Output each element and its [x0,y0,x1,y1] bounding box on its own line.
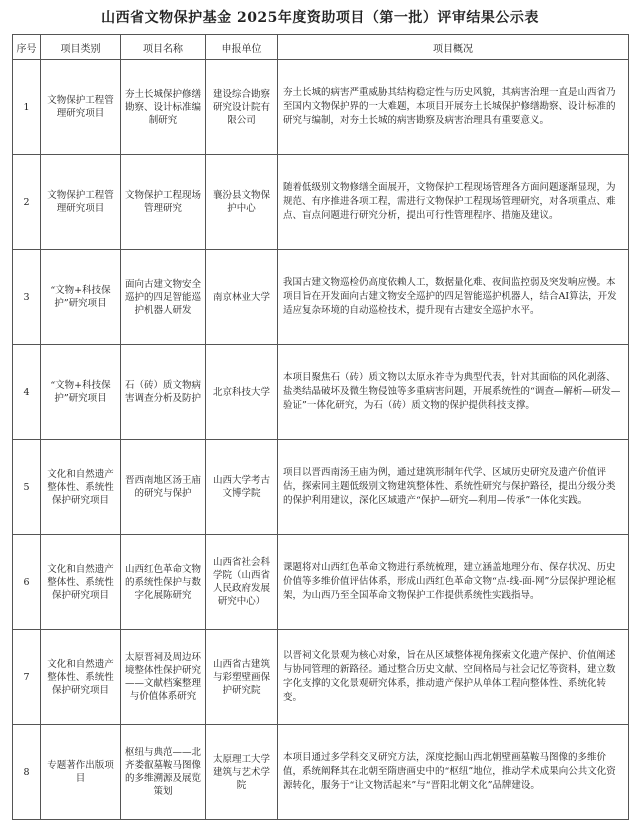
row-project-name: 石（砖）质文物病害调查分析及防护 [121,345,206,440]
row-unit: 山西省古建筑与彩塑壁画保护研究院 [206,630,278,725]
header-summary: 项目概况 [278,35,629,60]
row-unit: 山西大学考古文博学院 [206,440,278,535]
row-no: 7 [13,630,41,725]
row-unit: 南京林业大学 [206,250,278,345]
table-row [13,250,629,345]
header-name: 项目名称 [121,35,206,60]
row-category: “文物+科技保护”研究项目 [41,345,121,440]
row-no: 4 [13,345,41,440]
row-unit: 襄汾县文物保护中心 [206,155,278,250]
table-row [13,440,629,535]
row-no: 5 [13,440,41,535]
table-row [13,630,629,725]
row-summary: 以晋祠文化景观为核心对象，旨在从区域整体视角探索文化遗产保护、价值阐述与协同管理的新路径。通过整合历史文献、空间格局与社会记忆等资料，建立数字化支撑的文化景观研究体系，推动遗产保护从单体工程向整体性、系统化转变。 [278,630,629,725]
row-project-name: 山西红色革命文物的系统性保护与数字化展陈研究 [121,535,206,630]
row-category: 文化和自然遗产整体性、系统性保护研究项目 [41,440,121,535]
row-unit: 山西省社会科学院（山西省人民政府发展研究中心） [206,535,278,630]
row-summary: 项目以晋西南汤王庙为例，通过建筑形制年代学、区域历史研究及遗产价值评估，探索同主题低级别文物建筑整体性、系统性研究与保护路径，提出分级分类的保护利用建议，深化区域遗产“保护—研究—利用—传承”一体化实践。 [278,440,629,535]
header-category: 项目类别 [41,35,121,60]
row-no: 3 [13,250,41,345]
row-project-name: 晋西南地区汤王庙的研究与保护 [121,440,206,535]
row-project-name: 文物保护工程现场管理研究 [121,155,206,250]
row-category: 文物保护工程管理研究项目 [41,60,121,155]
table-header-row [13,35,629,60]
row-summary: 本项目聚焦石（砖）质文物以太原永祚寺为典型代表，针对其面临的风化剥落、盐类结晶破坏及微生物侵蚀等多重病害问题，开展系统性的“调查—解析—研发—验证”一体化研究，为石（砖）质文物的保护提供科技支撑。 [278,345,629,440]
row-no: 2 [13,155,41,250]
table-row [13,60,629,155]
row-summary: 课题将对山西红色革命文物进行系统梳理，建立涵盖地理分布、保存状况、历史价值等多维价值评估体系，形成山西红色革命文物“点-线-面-网”分层保护理论框架，为山西乃至全国革命文物保护工作提供系统性实践指导。 [278,535,629,630]
page-title: 山西省文物保护基金 2025年度资助项目（第一批）评审结果公示表 [101,10,539,26]
row-category: 文物保护工程管理研究项目 [41,155,121,250]
row-summary: 本项目通过多学科交叉研究方法，深度挖掘山西北朝壁画墓鞍马图像的多维价值，系统阐释其在北朝至隋唐画史中的“枢纽”地位，推动学术成果向公共文化资源转化，服务于“让文物活起来”与“晋阳北朝文化”品牌建设。 [278,725,629,820]
row-no: 8 [13,725,41,820]
row-unit: 北京科技大学 [206,345,278,440]
row-summary: 我国古建文物巡检仍高度依赖人工，数据量化难、夜间监控弱及突发响应慢。本项目旨在开发面向古建文物安全巡护的四足智能巡护机器人，结合AI算法，开发适应复杂环境的自动巡检技术，提升现有古建安全巡护水平。 [278,250,629,345]
row-category: 专题著作出版项目 [41,725,121,820]
row-project-name: 夯土长城保护修缮勘察、设计标准编制研究 [121,60,206,155]
row-summary: 随着低级别文物修缮全面展开，文物保护工程现场管理各方面问题逐渐显现，为规范、有序推进各项工程，需进行文物保护工程现场管理研究，对各项重点、难点、盲点问题进行研究分析，提出可行性管理程序、措施及建议。 [278,155,629,250]
row-category: “文物+科技保护”研究项目 [41,250,121,345]
table-row [13,535,629,630]
row-category: 文化和自然遗产整体性、系统性保护研究项目 [41,535,121,630]
table-row [13,155,629,250]
row-project-name: 枢纽与典范——北齐娄叡墓鞍马图像的多维溯源及展览策划 [121,725,206,820]
results-table [12,34,629,820]
header-unit: 申报单位 [206,35,278,60]
table-row [13,345,629,440]
row-summary: 夯土长城的病害严重威胁其结构稳定性与历史风貌，其病害治理一直是山西省乃至国内文物保护界的一大难题，本项目开展夯土长城保护修缮勘察、设计标准的研究与编制，对夯土长城的病害勘察及病害治理具有重要意义。 [278,60,629,155]
table-row [13,725,629,820]
row-project-name: 太原晋祠及周边环境整体性保护研究——文献档案整理与价值体系研究 [121,630,206,725]
row-no: 1 [13,60,41,155]
row-unit: 建设综合勘察研究设计院有限公司 [206,60,278,155]
row-category: 文化和自然遗产整体性、系统性保护研究项目 [41,630,121,725]
row-project-name: 面向古建文物安全巡护的四足智能巡护机器人研发 [121,250,206,345]
row-unit: 太原理工大学建筑与艺术学院 [206,725,278,820]
row-no: 6 [13,535,41,630]
header-no: 序号 [13,35,41,60]
